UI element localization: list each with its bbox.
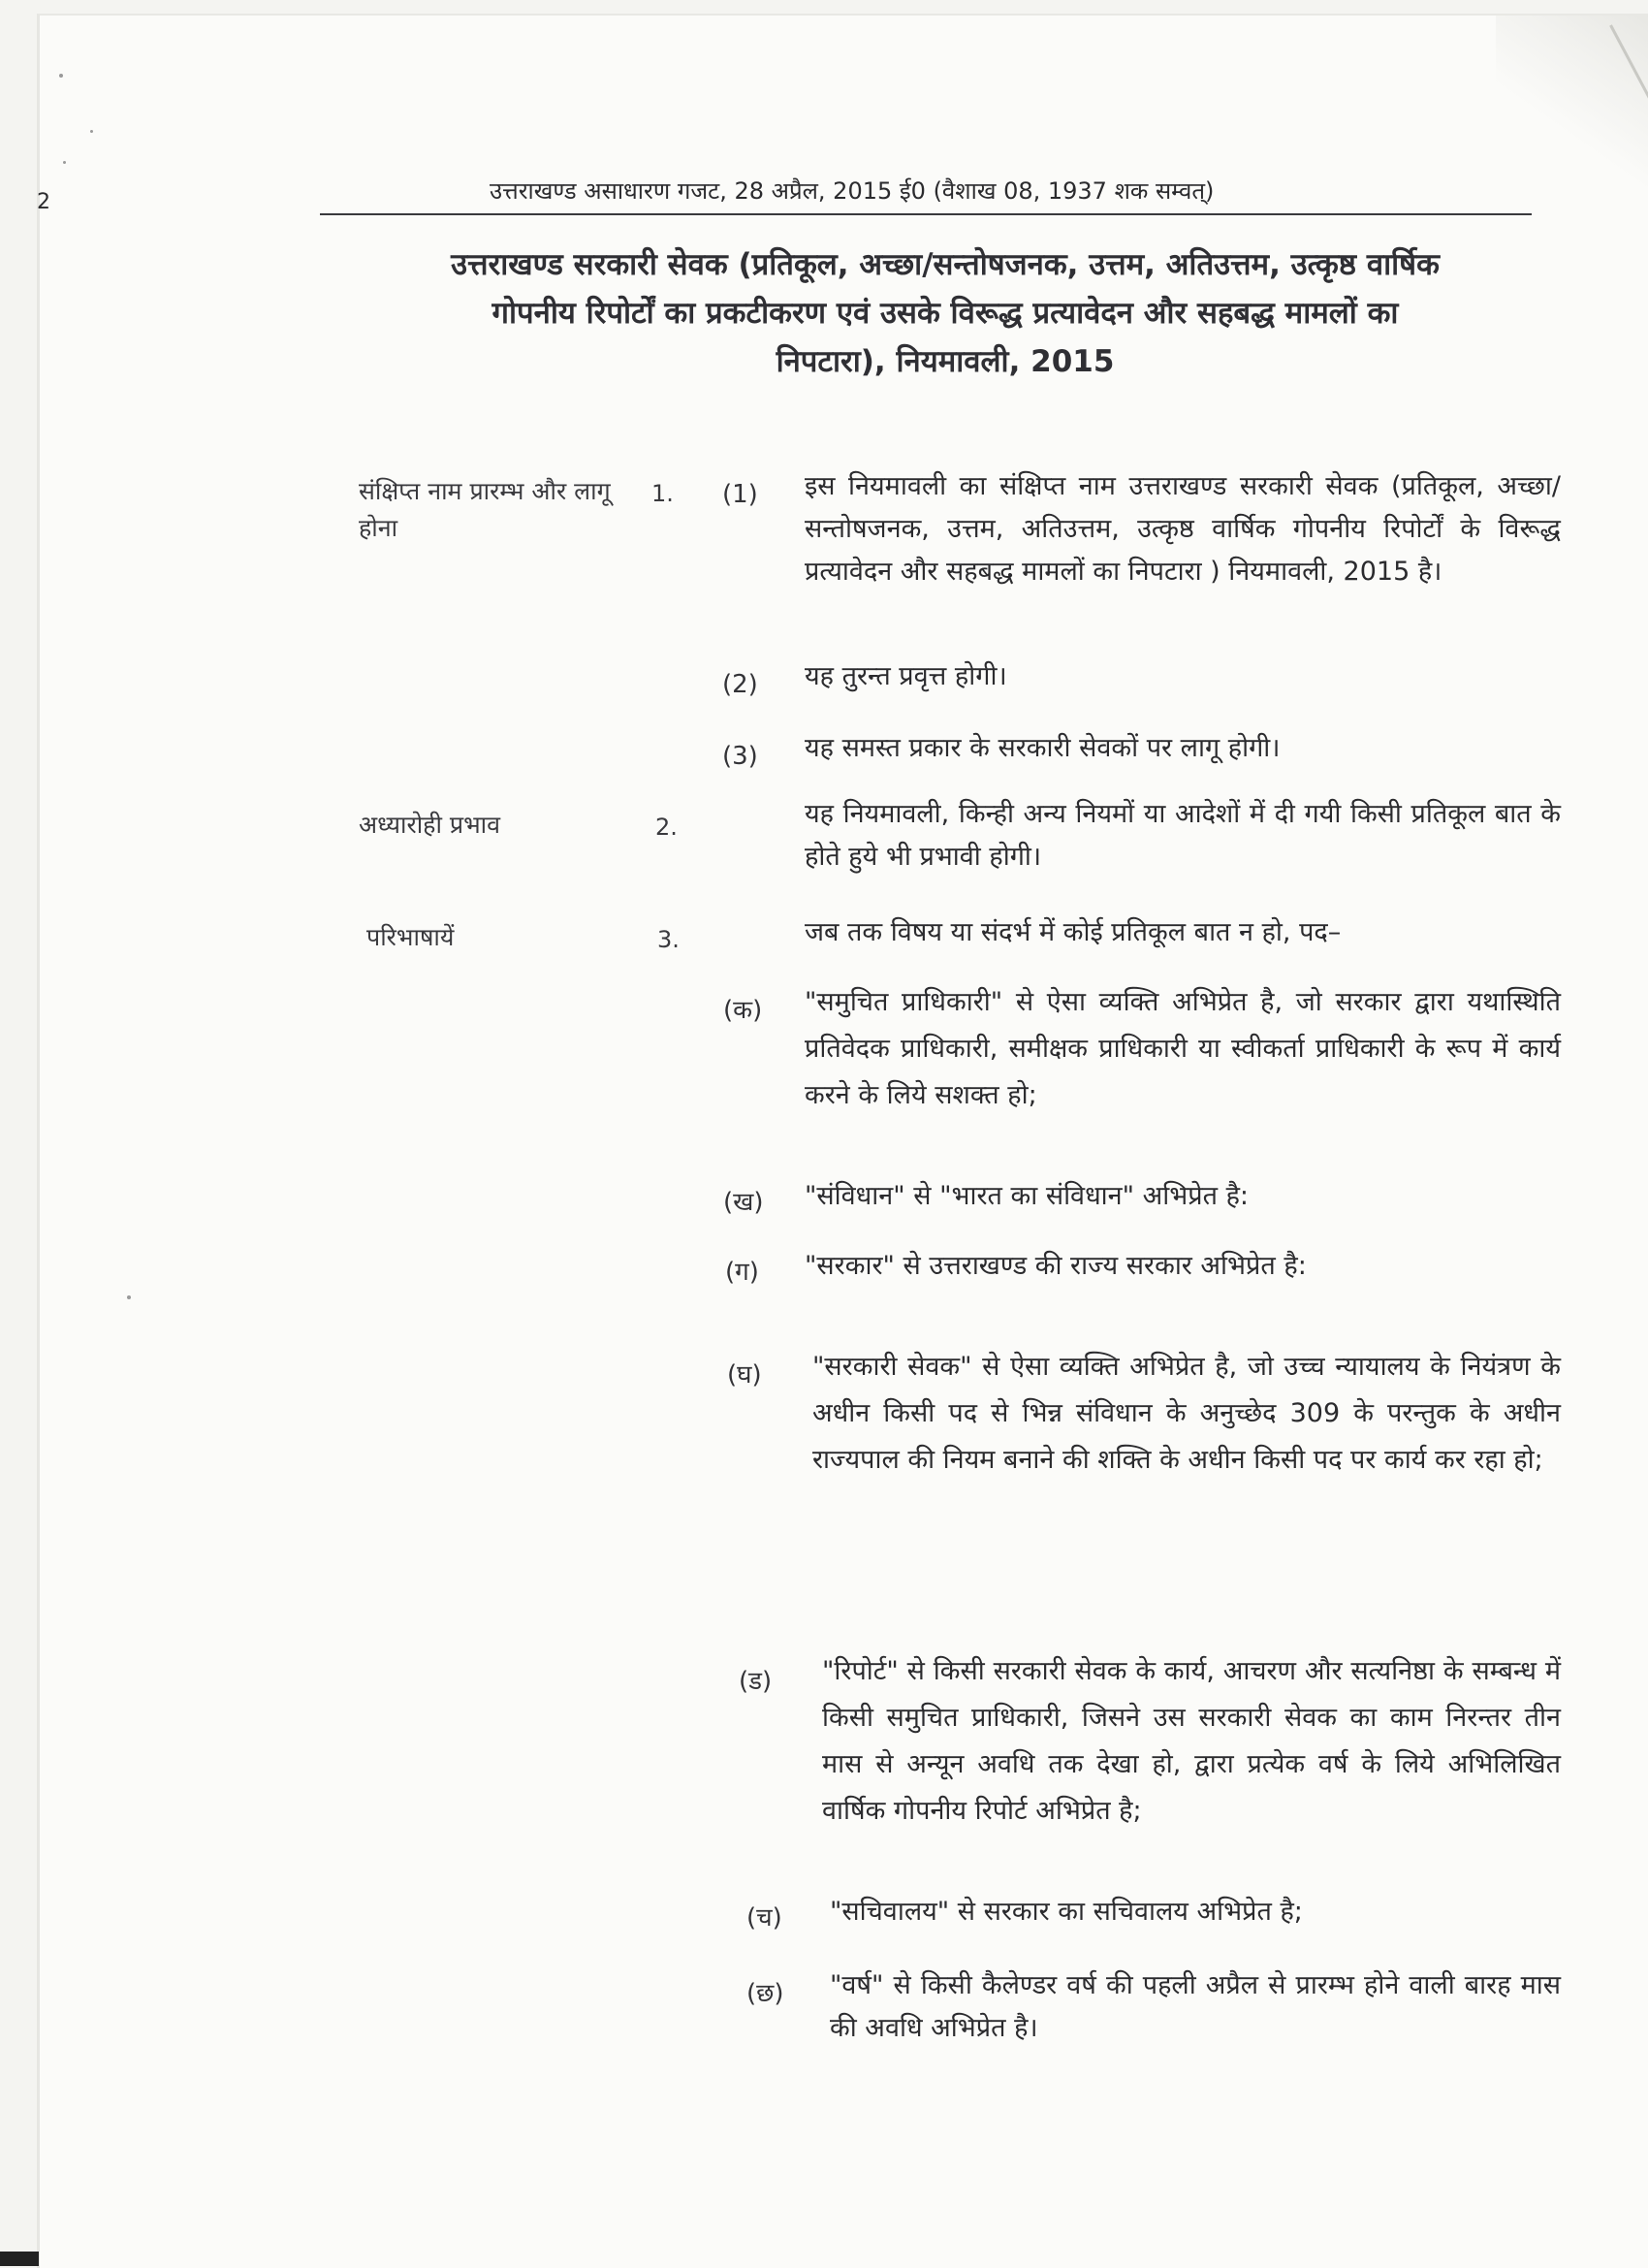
- rule-3-clause-ga-text: "सरकार" से उत्तराखण्ड की राज्य सरकार अभिप्रेत है:: [805, 1251, 1307, 1281]
- rule-3-clause-chha-text: "वर्ष" से किसी कैलेण्डर वर्ष की पहली अप्रैल से प्रारम्भ होने वाली बारह मास की अवधि अभिप्रेत है।: [830, 1970, 1561, 2043]
- scan-speck: [59, 74, 63, 78]
- rule-1-clause-3-marker: (3): [722, 742, 758, 771]
- rule-1-clause-3-text: यह समस्त प्रकार के सरकारी सेवकों पर लागू होगी।: [805, 733, 1281, 763]
- rule-1-clause-2-marker: (2): [722, 670, 758, 699]
- rule-1-clause-1-text: इस नियमावली का संक्षिप्त नाम उत्तराखण्ड सरकारी सेवक (प्रतिकूल, अच्छा/सन्तोषजनक, उत्तम, अतिउत्तम, उत्कृष्ठ वार्षिक गोपनीय रिपोर्टों के विरूद्ध प्रत्यावेदन और सहबद्ध मामलों का निपटारा ) नियमावली, 2015 है।: [805, 471, 1561, 587]
- rule-3-text: जब तक विषय या संदर्भ में कोई प्रतिकूल बात न हो, पद–: [805, 917, 1342, 947]
- scan-speck: [127, 1295, 131, 1299]
- gazette-header: [320, 171, 1532, 215]
- document-title: [330, 240, 1561, 386]
- title-line-3: निपटारा), नियमावली, 2015: [776, 344, 1115, 379]
- title-line-2: गोपनीय रिपोर्टों का प्रकटीकरण एवं उसके विरूद्ध प्रत्यावेदन और सहबद्ध मामलों का: [491, 296, 1399, 331]
- rule-3-clause-da-text: "रिपोर्ट" से किसी सरकारी सेवक के कार्य, आचरण और सत्यनिष्ठा के सम्बन्ध में किसी समुचित प्राधिकारी, जिसने उस सरकारी सेवक का काम निरन्तर तीन मास से अन्यून अवधि तक देखा हो, द्वारा प्रत्येक वर्ष के लिये अभिलिखित वार्षिक गोपनीय रिपोर्ट अभिप्रेत है;: [822, 1656, 1561, 1826]
- rule-2-text: यह नियमावली, किन्ही अन्य नियमों या आदेशों में दी गयी किसी प्रतिकूल बात के होते हुये भी प्रभावी होगी।: [805, 799, 1561, 872]
- scan-speck: [63, 161, 66, 164]
- rule-3-clause-cha-text: "सचिवालय" से सरकार का सचिवालय अभिप्रेत है;: [830, 1897, 1303, 1927]
- rule-3-clause-ka-text: "समुचित प्राधिकारी" से ऐसा व्यक्ति अभिप्रेत है, जो सरकार द्वारा यथास्थिति प्रतिवेदक प्राधिकारी, समीक्षक प्राधिकारी या स्वीकर्ता प्राधिकारी के रूप में कार्य करने के लिये सशक्त हो;: [805, 987, 1561, 1110]
- rule-3-number: 3.: [657, 926, 680, 953]
- rule-3-clause-gha-marker: (घ): [727, 1360, 762, 1390]
- rule-3-clause-chha-marker: (छ): [746, 1979, 784, 2008]
- rule-2-number: 2.: [655, 814, 678, 841]
- rule-1-side-title: संक्षिप्त नाम प्रारम्भ और लागू होना: [359, 477, 611, 542]
- page-number: 2: [37, 190, 50, 214]
- rule-3-clause-gha-text: "सरकारी सेवक" से ऐसा व्यक्ति अभिप्रेत है, जो उच्च न्यायालय के नियंत्रण के अधीन किसी पद से भिन्न संविधान के अनुच्छेद 309 के परन्तुक के अधीन राज्यपाल की नियम बनाने की शक्ति के अधीन किसी पद पर कार्य कर रहा हो;: [812, 1352, 1561, 1475]
- rule-3-clause-da-marker: (ड): [739, 1667, 773, 1696]
- scan-edge-mark: [0, 2252, 39, 2266]
- rule-2-side-title: अध्यारोही प्रभाव: [359, 811, 501, 839]
- title-line-1: उत्तराखण्ड सरकारी सेवक (प्रतिकूल, अच्छा/सन्तोषजनक, उत्तम, अतिउत्तम, उत्कृष्ठ वार्षिक: [451, 247, 1440, 282]
- rule-1-clause-2-text: यह तुरन्त प्रवृत्त होगी।: [805, 661, 1007, 691]
- rule-3-clause-cha-marker: (च): [746, 1903, 782, 1933]
- rule-1-number: 1.: [651, 480, 674, 507]
- rule-3-clause-ga-marker: (ग): [725, 1258, 759, 1287]
- rule-3-clause-kha-marker: (ख): [723, 1188, 764, 1217]
- rule-3-clause-kha-text: "संविधान" से "भारत का संविधान" अभिप्रेत है:: [805, 1181, 1250, 1211]
- rule-1-clause-1-marker: (1): [722, 480, 758, 509]
- rule-3-side-title: परिभाषायें: [366, 923, 455, 951]
- scan-speck: [90, 130, 93, 133]
- gazette-header-text: उत्तराखण्ड असाधारण गजट, 28 अप्रैल, 2015 ई0 (वैशाख 08, 1937 शक सम्वत्): [490, 177, 1215, 205]
- rule-3-clause-ka-marker: (क): [723, 996, 763, 1025]
